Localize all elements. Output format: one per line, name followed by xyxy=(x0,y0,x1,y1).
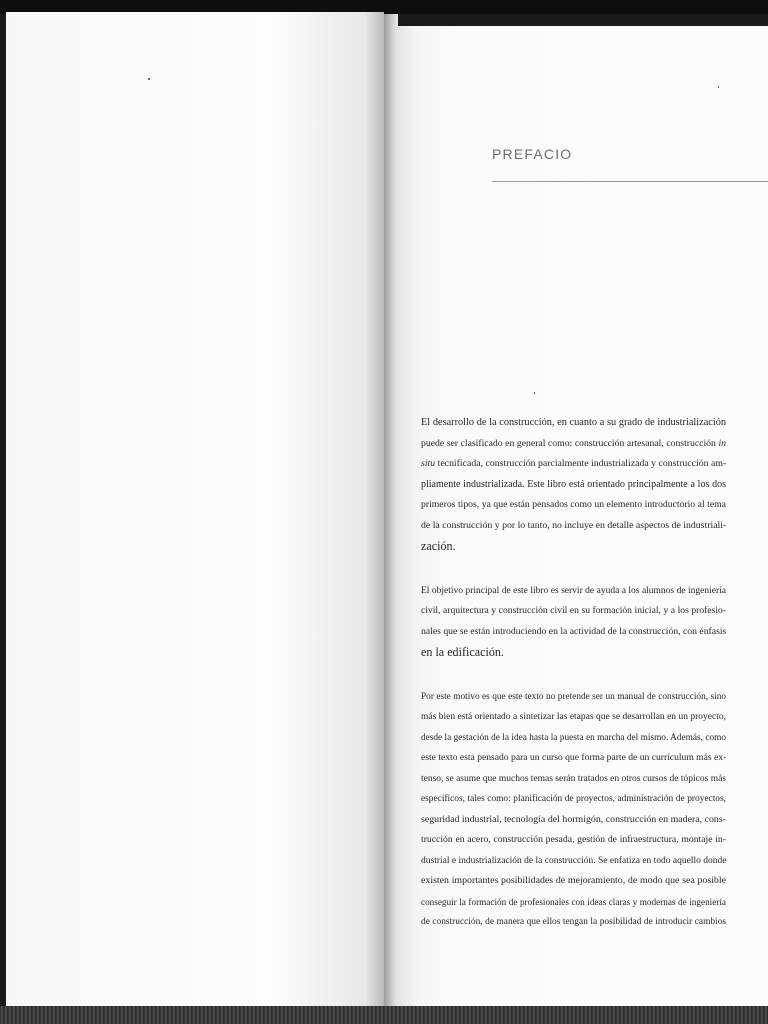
text-line: Por este motivo es que este texto no pretende ser un manual de construcción, sino xyxy=(421,691,726,702)
text-line: de construcción, de manera que ellos tengan la posibilidad de introducir cambios xyxy=(421,917,726,927)
text-line: civil, arquitectura y construcción civil en su formación inicial, y a los profesio- xyxy=(421,605,726,616)
italic-term: in xyxy=(718,437,727,449)
text-segment: puede ser clasificado en general como: construcción artesanal, construcción xyxy=(421,437,716,449)
text-line: de la construcción y por lo tanto, no incluye en detalle aspectos de industriali- xyxy=(421,519,727,531)
scan-speck xyxy=(148,78,150,80)
paragraph-1 xyxy=(421,413,726,557)
text-segment: tecnificada, construcción parcialmente industrializada y construcción am- xyxy=(437,458,727,469)
text-line: más bien está orientado a sintetizar las etapas que se desarrollan en un proyecto, xyxy=(421,712,726,722)
text-line: El objetivo principal de este libro es servir de ayuda a los alumnos de ingeniería xyxy=(421,585,726,596)
text-line: primeros tipos, ya que están pensados como un elemento introductorio al tema xyxy=(421,499,726,510)
title-underline-rule xyxy=(492,181,768,182)
chapter-title: PREFACIO xyxy=(492,146,573,162)
text-line: seguridad industrial, tecnología del hormigón, construcción en madera, cons- xyxy=(421,813,726,825)
text-line: pliamente industrializada. Este libro está orientado principalmente a los dos xyxy=(421,478,726,490)
preface-body xyxy=(421,413,726,957)
scan-speck xyxy=(534,392,535,394)
text-line xyxy=(421,434,726,455)
text-line: zación. xyxy=(421,539,456,553)
text-line: trucción en acero, construcción pesada, gestión de infraestructura, montaje in- xyxy=(421,834,726,845)
text-line: en la edificación. xyxy=(421,645,504,659)
text-line: este texto esta pensado para un curso que forma parte de un currículum más ex- xyxy=(421,752,727,763)
text-line: nales que se están introduciendo en la actividad de la construcción, con énfasis xyxy=(421,625,727,637)
blank-left-page xyxy=(6,12,384,1008)
italic-term: situ xyxy=(421,458,436,469)
text-line: El desarrollo de la construcción, en cuanto a su grado de industrialización xyxy=(421,417,726,428)
text-line: tenso, se asume que muchos temas serán tratados en otros cursos de tópicos más xyxy=(421,773,726,784)
text-line: conseguir la formación de profesionales con ideas claras y modernas de ingeniería xyxy=(421,896,726,907)
paragraph-2 xyxy=(421,581,726,663)
scan-speck xyxy=(718,86,719,88)
scan-border-bottom xyxy=(0,1006,768,1024)
text-line: dustrial e industrialización de la construcción. Se enfatiza en todo aquello donde xyxy=(421,855,727,866)
text-line xyxy=(421,454,726,475)
paragraph-3 xyxy=(421,687,726,933)
text-line: específicos, tales como: planificación de proyectos, administración de proyectos, xyxy=(421,794,726,804)
text-line: desde la gestación de la idea hasta la puesta en marcha del mismo. Además, como xyxy=(421,732,726,743)
text-line: existen importantes posibilidades de mejoramiento, de modo que sea posible xyxy=(421,875,726,886)
